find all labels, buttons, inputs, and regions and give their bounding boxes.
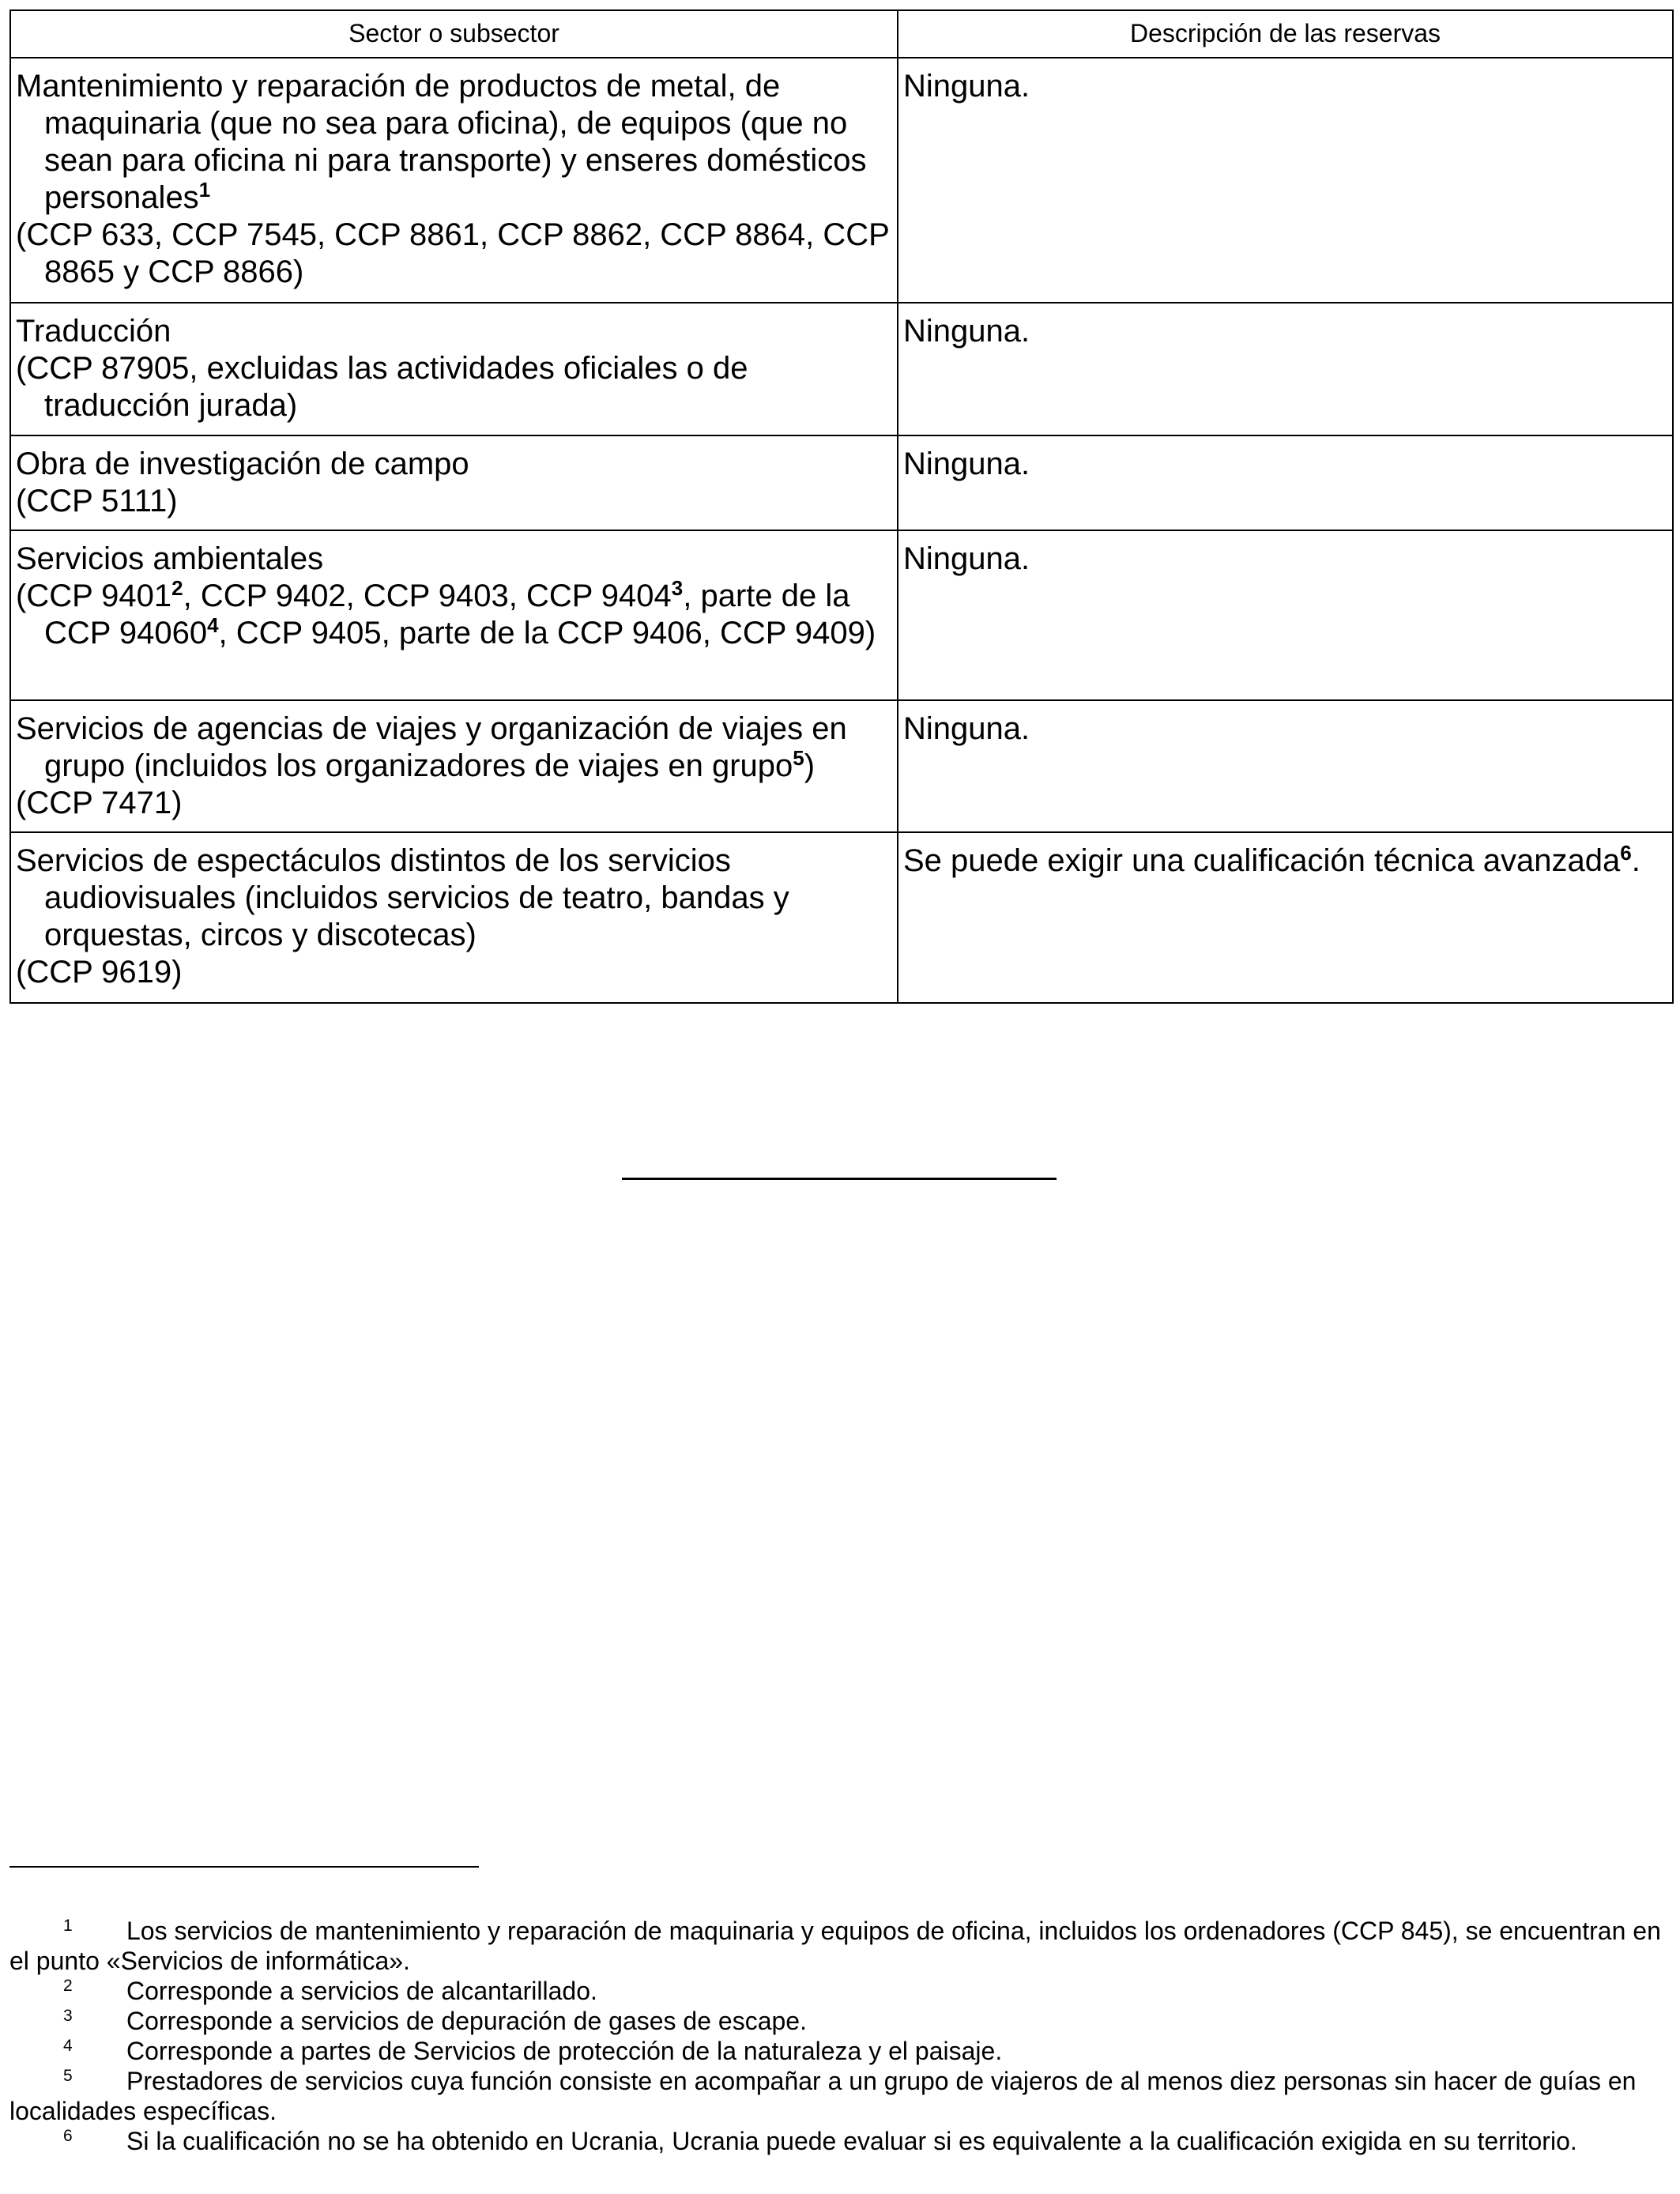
footnote-text: Los servicios de mantenimiento y reparación de maquinaria y equipos de oficina, incluidos los ordenadores (CCP 845), se encuentran en el punto «Servicios de informática».: [9, 1917, 1661, 1975]
table-row: [10, 700, 1673, 832]
description-cell: Ninguna.: [898, 58, 1673, 303]
table-row: [10, 832, 1673, 1003]
table-row: [10, 435, 1673, 530]
footnote: [9, 2126, 1672, 2156]
ccp-text: , CCP 9405, parte de la CCP 9406, CCP 9409): [218, 616, 876, 650]
table-row: [10, 530, 1673, 700]
footnote-ref[interactable]: 1: [198, 178, 211, 202]
footnote: [9, 2006, 1672, 2036]
footnote-ref[interactable]: 5: [793, 746, 804, 770]
footnote: [9, 2066, 1672, 2126]
footnote-text: Corresponde a servicios de depuración de gases de escape.: [126, 2007, 807, 2035]
ccp-line: [16, 578, 894, 652]
footnote-ref[interactable]: 2: [171, 576, 183, 600]
sector-line: [16, 68, 894, 217]
footnote-ref[interactable]: 3: [671, 576, 684, 600]
ccp-text: (CCP 9401: [16, 579, 172, 613]
sector-line: [16, 711, 894, 785]
footnote-number: 1: [63, 1917, 73, 1935]
footnote-text: Si la cualificación no se ha obtenido en Ucrania, Ucrania puede evaluar si es equivalente a la cualificación exigida en su territorio.: [126, 2127, 1577, 2155]
sector-line: Traducción: [16, 314, 171, 349]
description-text: Se puede exigir una cualificación técnica avanzada: [903, 843, 1621, 878]
table-row: [10, 303, 1673, 435]
footnote-number: 3: [63, 2007, 73, 2025]
ccp-text: , CCP 9402, CCP 9403, CCP 9404: [183, 579, 672, 613]
footnote-number: 4: [63, 2037, 73, 2055]
ccp-line: (CCP 5111): [16, 484, 178, 518]
footnote-number: 2: [63, 1977, 73, 1995]
footnote-text: Corresponde a servicios de alcantarillado.: [126, 1977, 597, 2005]
footnote-separator: [9, 1866, 479, 1868]
sector-text: Mantenimiento y reparación de productos de metal, de maquinaria (que no sea para oficina), de equipos (que no sean para oficina ni para transporte) y enseres domésticos personales: [16, 69, 867, 215]
footnote: [9, 2036, 1672, 2066]
description-cell: Ninguna.: [898, 303, 1673, 435]
section-divider: [622, 1178, 1057, 1180]
description-cell: Ninguna.: [898, 435, 1673, 530]
sector-line: Servicios ambientales: [16, 541, 324, 576]
sector-cell: [10, 832, 898, 1003]
table-header-row: [10, 10, 1673, 58]
description-cell: [898, 832, 1673, 1003]
description-text: .: [1631, 843, 1640, 878]
footnote-number: 5: [63, 2067, 73, 2085]
sector-cell: [10, 303, 898, 435]
footnote: [9, 1976, 1672, 2006]
footnote-ref[interactable]: 4: [207, 613, 219, 637]
sector-text: ): [804, 748, 816, 783]
ccp-line: (CCP 87905, excluidas las actividades oficiales o de traducción jurada): [16, 351, 748, 423]
reservations-table: [9, 9, 1674, 1004]
sector-cell: [10, 530, 898, 700]
sector-cell: [10, 700, 898, 832]
header-description: Descripción de las reservas: [898, 10, 1673, 58]
sector-line: Obra de investigación de campo: [16, 447, 469, 481]
footnote-ref[interactable]: 6: [1620, 841, 1632, 865]
ccp-text: , parte de la CCP 94060: [44, 579, 850, 650]
footnote-text: Prestadores de servicios cuya función consiste en acompañar a un grupo de viajeros de al menos diez personas sin hacer de guías en localidades específicas.: [9, 2067, 1637, 2125]
header-sector: Sector o subsector: [10, 10, 898, 58]
description-cell: Ninguna.: [898, 530, 1673, 700]
footnote-number: 6: [63, 2127, 73, 2145]
footnotes: [9, 1916, 1672, 2156]
ccp-line: (CCP 9619): [16, 955, 183, 990]
table-row: [10, 58, 1673, 303]
ccp-line: (CCP 7471): [16, 786, 183, 820]
footnote: [9, 1916, 1672, 1976]
sector-cell: [10, 58, 898, 303]
sector-cell: [10, 435, 898, 530]
ccp-line: (CCP 633, CCP 7545, CCP 8861, CCP 8862, CCP 8864, CCP 8865 y CCP 8866): [16, 217, 890, 289]
footnote-text: Corresponde a partes de Servicios de protección de la naturaleza y el paisaje.: [126, 2037, 1003, 2065]
sector-line: Servicios de espectáculos distintos de los servicios audiovisuales (incluidos servicios de teatro, bandas y orquestas, circos y discotecas): [16, 843, 789, 952]
sector-text: Servicios de agencias de viajes y organización de viajes en grupo (incluidos los organizadores de viajes en grupo: [16, 711, 847, 783]
description-cell: Ninguna.: [898, 700, 1673, 832]
